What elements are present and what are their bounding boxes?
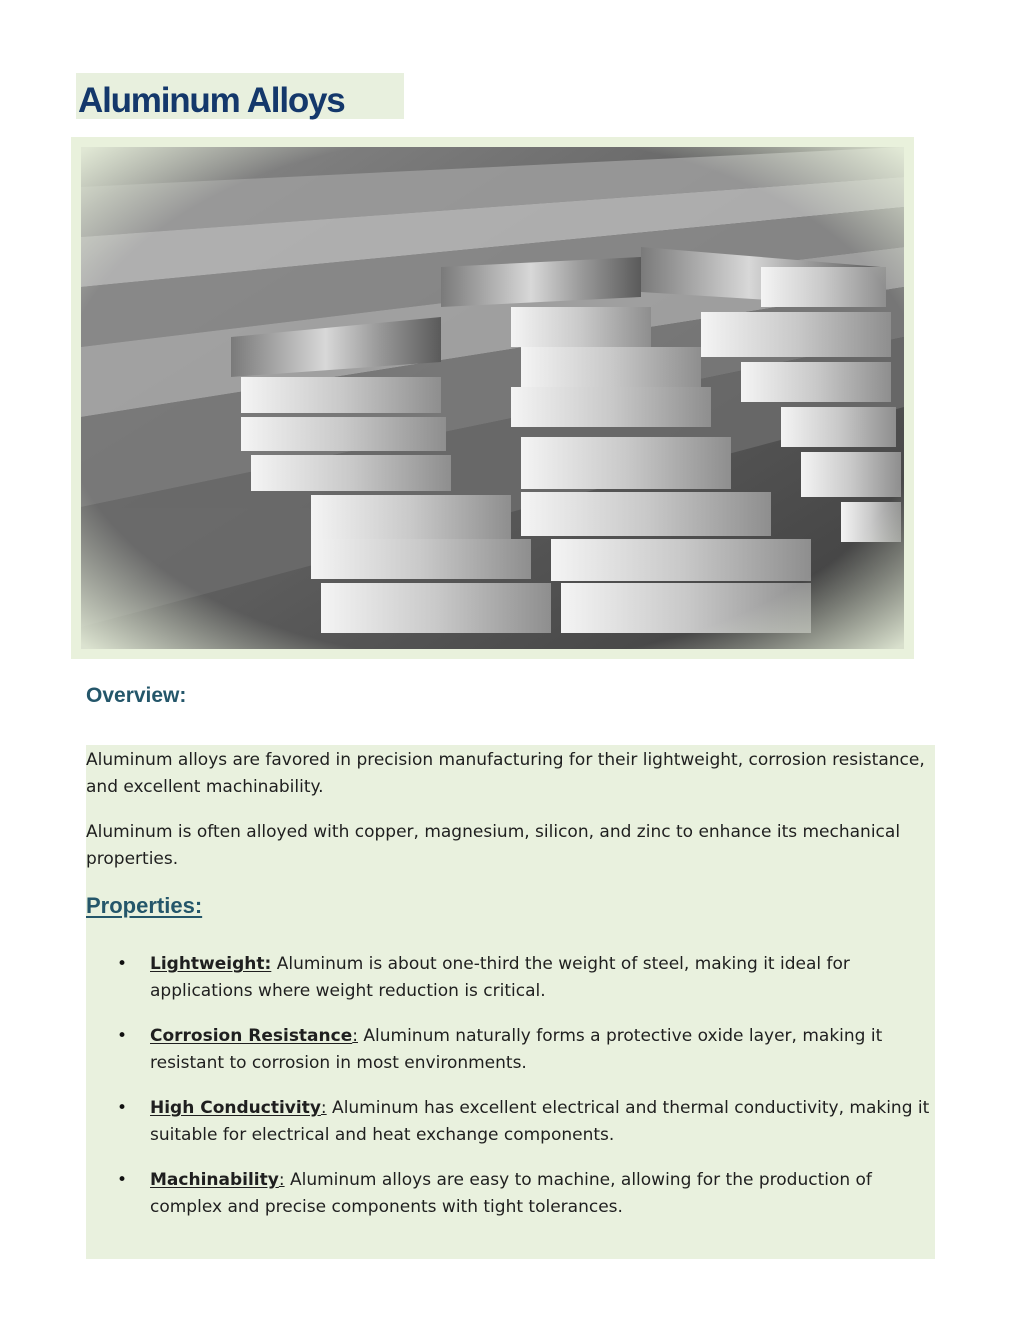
bullet-icon: •	[117, 954, 128, 974]
property-term: Lightweight:	[150, 954, 272, 974]
overview-paragraph-1: Aluminum alloys are favored in precision manufacturing for their lightweight, corrosion resistance, and excellent machinability.	[86, 750, 925, 797]
property-colon: :	[320, 1098, 327, 1118]
list-item	[117, 1095, 930, 1149]
properties-heading: Properties:	[86, 893, 203, 918]
property-text: Aluminum is about one-third the weight of steel, making it ideal for applications where weight reduction is critical.	[150, 954, 850, 1001]
property-colon: :	[352, 1026, 358, 1046]
overview-heading: Overview:	[86, 684, 187, 707]
aluminum-bars-photo	[71, 137, 914, 659]
property-text: Aluminum has excellent electrical and thermal conductivity, making it suitable for electrical and heat exchange components.	[150, 1098, 930, 1145]
list-item	[117, 1023, 930, 1077]
property-text: Aluminum alloys are easy to machine, allowing for the production of complex and precise components with tight tolerances.	[150, 1170, 872, 1217]
bullet-icon: •	[117, 1098, 128, 1118]
property-term: High Conductivity	[150, 1098, 321, 1118]
page-title: Aluminum Alloys	[78, 81, 345, 120]
list-item	[117, 951, 930, 1005]
property-term: Corrosion Resistance	[150, 1026, 353, 1046]
aluminum-bars-image	[81, 147, 904, 649]
property-colon: :	[278, 1170, 285, 1190]
list-item	[117, 1167, 930, 1221]
property-text: Aluminum naturally forms a protective oxide layer, making it resistant to corrosion in most environments.	[150, 1026, 883, 1073]
bullet-icon: •	[117, 1170, 128, 1190]
overview-paragraph-2: Aluminum is often alloyed with copper, magnesium, silicon, and zinc to enhance its mechanical properties.	[86, 822, 901, 869]
property-term: Machinability	[150, 1170, 279, 1190]
bullet-icon: •	[117, 1026, 128, 1046]
